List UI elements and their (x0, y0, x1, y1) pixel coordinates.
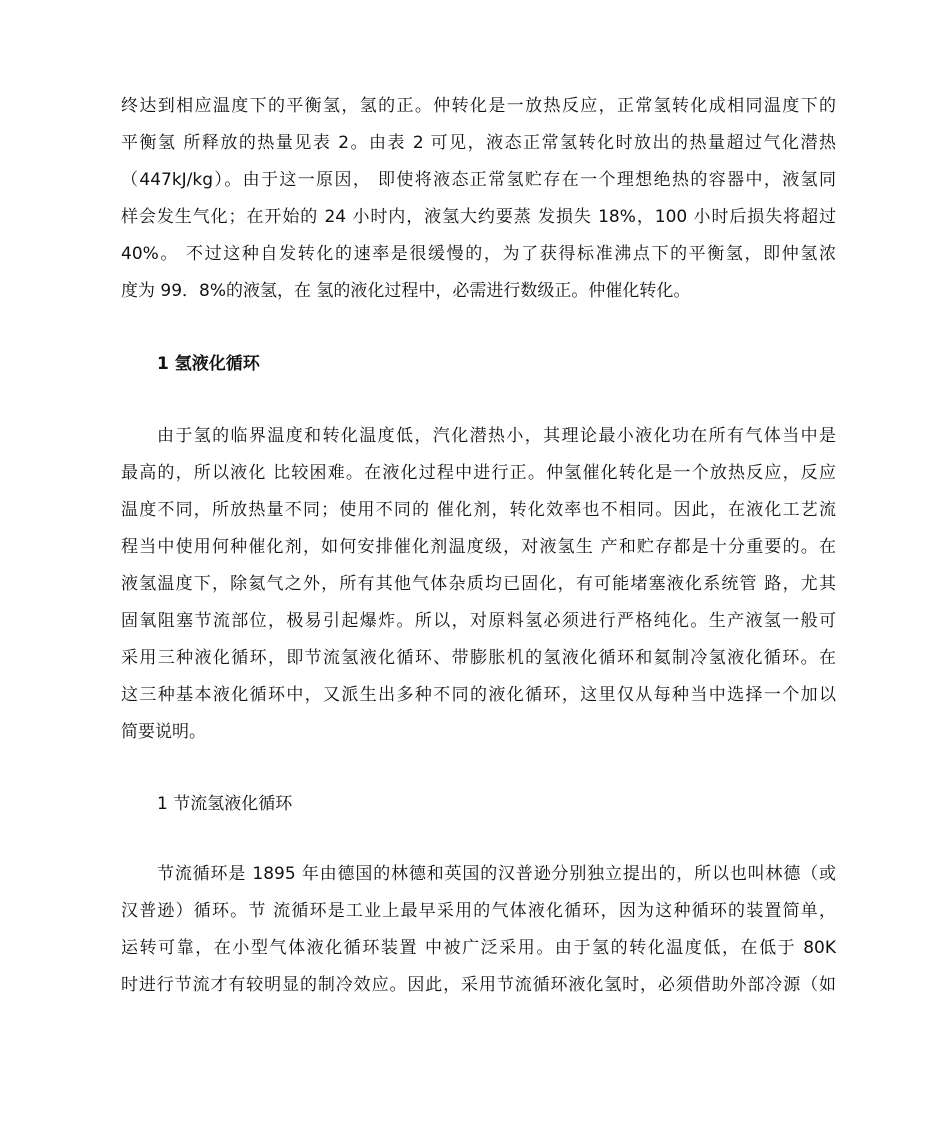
paragraph2-line-7: 采用三种液化循环，即节流氢液化循环、带膨胀机的氢液化循环和氦制冷氢液化循环。在 (121, 648, 836, 668)
paragraph2-line-8: 这三种基本液化循环中，又派生出多种不同的液化循环，这里仅从每种当中选择一个加以 (121, 685, 836, 705)
paragraph3-line-2: 汉普逊）循环。节 流循环是工业上最早采用的气体液化循环，因为这种循环的装置简单， (121, 901, 836, 921)
paragraph3-line-4: 时进行节流才有较明显的制冷效应。因此，采用节流循环液化氢时，必须借助外部冷源（如 (121, 975, 836, 995)
section-heading-hydrogen-liquefaction-cycle: 1 氢液化循环 (157, 354, 260, 374)
paragraph2-line-5: 液氢温度下，除氦气之外，所有其他气体杂质均已固化，有可能堵塞液化系统管 路，尤其 (121, 574, 836, 594)
paragraph2-line-3: 温度不同，所放热量不同；使用不同的 催化剂，转化效率也不相同。因此，在液化工艺流 (121, 500, 836, 520)
paragraph2-line-4: 程当中使用何种催化剂，如何安排催化剂温度级，对液氢生 产和贮存都是十分重要的。在 (121, 537, 836, 557)
paragraph1-line-3: （447kJ/kg）。由于这一原因， 即使将液态正常氢贮存在一个理想绝热的容器中，液氢同 (121, 170, 836, 190)
paragraph1-line-6: 度为 99．8%的液氢，在 氢的液化过程中，必需进行数级正。仲催化转化。 (121, 281, 691, 301)
paragraph1-line-1: 终达到相应温度下的平衡氢，氢的正。仲转化是一放热反应，正常氢转化成相同温度下的 (121, 96, 836, 116)
paragraph2-line-6: 固氧阻塞节流部位，极易引起爆炸。所以，对原料氢必须进行严格纯化。生产液氢一般可 (121, 611, 836, 631)
paragraph2-line-2: 最高的，所以液化 比较困难。在液化过程中进行正。仲氢催化转化是一个放热反应，反应 (121, 463, 836, 483)
paragraph1-line-5: 40%。 不过这种自发转化的速率是很缓慢的，为了获得标准沸点下的平衡氢，即仲氢浓 (121, 244, 836, 264)
paragraph2-line-9: 简要说明。 (121, 722, 206, 742)
paragraph1-line-4: 样会发生气化；在开始的 24 小时内，液氢大约要蒸 发损失 18%，100 小时后损失将超过 (121, 207, 836, 227)
paragraph2-line-1: 由于氢的临界温度和转化温度低，汽化潜热小，其理论最小液化功在所有气体当中是 (157, 426, 836, 446)
paragraph3-line-1: 节流循环是 1895 年由德国的林德和英国的汉普逊分别独立提出的，所以也叫林德（或 (157, 864, 836, 884)
subsection-heading-throttling-cycle: 1 节流氢液化循环 (157, 794, 293, 814)
paragraph3-line-3: 运转可靠，在小型气体液化循环装置 中被广泛采用。由于氢的转化温度低，在低于 80K (121, 938, 836, 958)
paragraph1-line-2: 平衡氢 所释放的热量见表 2。由表 2 可见，液态正常氢转化时放出的热量超过气化潜热 (121, 133, 836, 153)
